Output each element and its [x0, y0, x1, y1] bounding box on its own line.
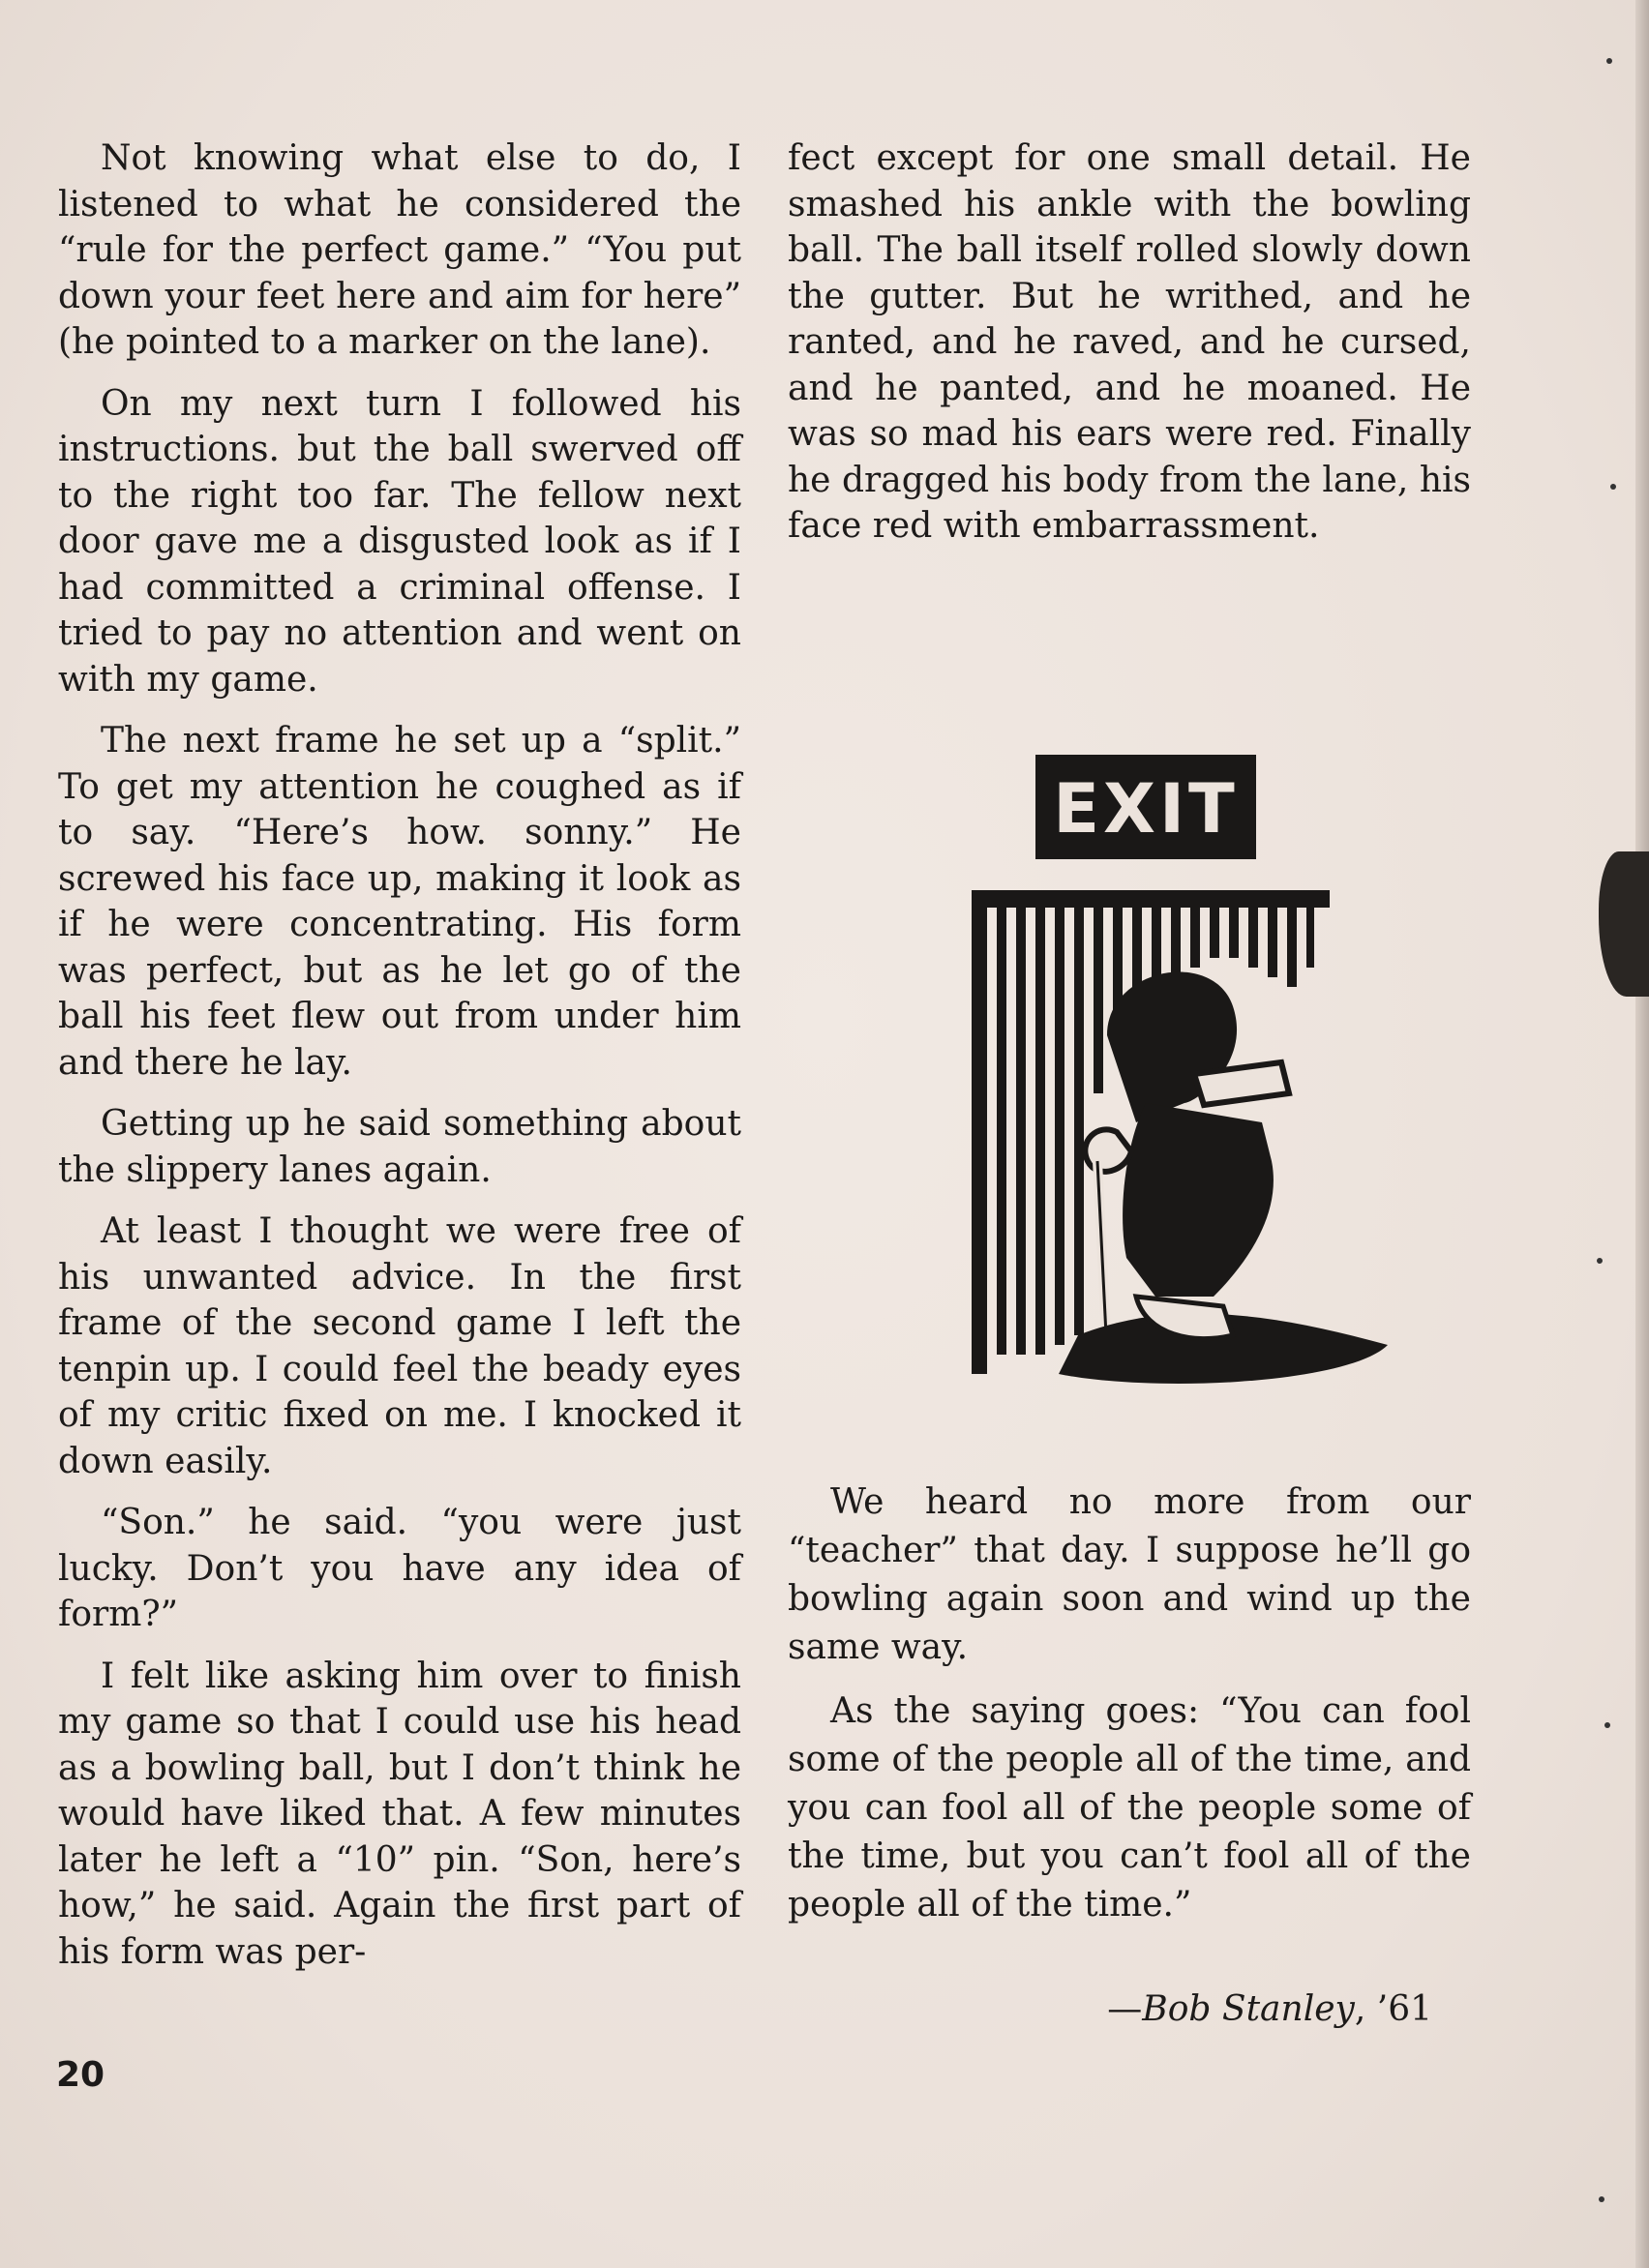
exit-sign-text: EXIT	[1053, 769, 1239, 849]
paper-speck	[1610, 484, 1616, 490]
paper-speck	[1604, 1722, 1610, 1728]
author-name: Bob Stanley	[1142, 1989, 1355, 2029]
paragraph: The next frame he set up a “split.” To get my attention he coughed as if to say. “Here’s how. sonny.” He screwed his face up, making it look as if he were concentrating. His form was perfect, but as he let go of the ball his feet flew out from under him and there he lay.	[58, 721, 741, 1083]
author-signature	[1064, 1985, 1432, 2034]
paragraph: Getting up he said something about the slippery lanes again.	[58, 1104, 741, 1190]
signature-dash: —	[1107, 1989, 1143, 2029]
exit-illustration	[962, 755, 1401, 1401]
left-column	[58, 135, 741, 1990]
paragraph: We heard no more from our “teacher” that day. I suppose he’ll go bowling again soon and wind up the same way.	[788, 1482, 1471, 1667]
author-year: , ’61	[1354, 1989, 1432, 2029]
paragraph: I felt like asking him over to finish my game so that I could use his head as a bowling ball, but I don’t think he would have liked that. A few minutes later he left a “10” pin. “Son, here’s how,” he said. Again the first part of his form was per-	[58, 1656, 741, 1972]
paper-speck	[1599, 2196, 1604, 2202]
right-column-lower	[788, 1478, 1471, 1945]
paragraph: On my next turn I followed his instructions. but the ball swerved off to the right too far. The fellow next door gave me a disgusted look as if I had committed a criminal offense. I tried to pay no attention and went on with my game.	[58, 383, 741, 700]
injured-bowler-figure	[1059, 971, 1388, 1384]
paper-speck	[1597, 1258, 1603, 1264]
page-number: 20	[56, 2055, 105, 2095]
right-column	[788, 135, 1471, 565]
paragraph-continued: fect except for one small detail. He smashed his ankle with the bowling ball. The ball itself rolled slowly down the gutter. But he writhed, and he ranted, and he raved, and he cursed, and he panted, and he moaned. He was so mad his ears were red. Finally he dragged his body from the lane, his face red with embarrassment.	[788, 138, 1471, 546]
page-edge-shadow	[1635, 0, 1649, 2268]
paper-speck	[1606, 58, 1612, 64]
paragraph: At least I thought we were free of his unwanted advice. In the first frame of the second game I left the tenpin up. I could feel the beady eyes of my critic fixed on me. I knocked it down easily.	[58, 1211, 741, 1481]
paragraph: Not knowing what else to do, I listened to what he considered the “rule for the perfect game.” “You put down your feet here and aim for here” (he pointed to a marker on the lane).	[58, 138, 741, 362]
paragraph: “Son.” he said. “you were just lucky. Don’t you have any idea of form?”	[58, 1503, 741, 1634]
exit-sign	[1035, 755, 1256, 859]
paragraph: As the saying goes: “You can fool some of the people all of the time, and you can fool all of the people some of the time, but you can’t fool all of the people all of the time.”	[788, 1691, 1471, 1925]
page-tear-mark	[1599, 851, 1649, 997]
